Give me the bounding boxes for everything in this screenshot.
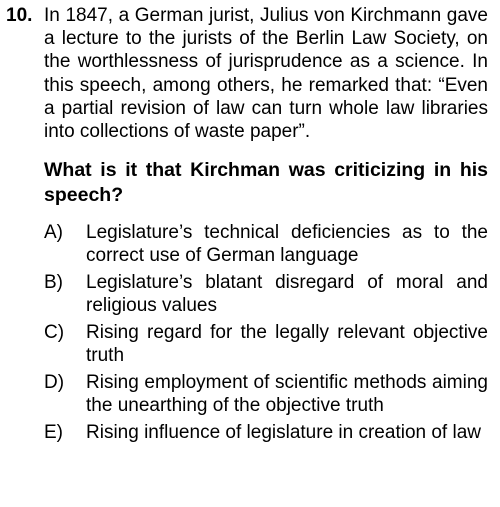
option-letter: A) (44, 222, 63, 244)
question-prompt: What is it that Kirchman was criticizing in his speech? (44, 159, 488, 207)
question-block (6, 4, 488, 448)
option-letter: D) (44, 372, 65, 394)
option-text: Rising regard for the legally relevant objective truth (86, 322, 488, 367)
option-text: Legislature’s technical deficiencies as to the correct use of German language (86, 222, 488, 267)
option-letter: E) (44, 422, 63, 444)
answer-options (44, 221, 488, 444)
question-stem: In 1847, a German jurist, Julius von Kirchmann gave a lecture to the jurists of the Berlin Law Society, on the worthlessness of jurisprudence as a science. In this speech, among others, he remarked that: “Even a partial revision of law can turn whole law libraries into collections of waste paper”. (44, 5, 488, 143)
option-letter: C) (44, 322, 65, 344)
option-c[interactable] (44, 321, 488, 367)
option-b[interactable] (44, 271, 488, 317)
option-text: Legislature’s blatant disregard of moral and religious values (86, 272, 488, 317)
option-text: Rising influence of legislature in creation of law (86, 422, 481, 444)
option-letter: B) (44, 272, 63, 294)
question-number: 10. (6, 5, 33, 26)
option-a[interactable] (44, 221, 488, 267)
option-text: Rising employment of scientific methods aiming the unearthing of the objective truth (86, 372, 488, 417)
option-e[interactable] (44, 421, 488, 444)
option-d[interactable] (44, 371, 488, 417)
